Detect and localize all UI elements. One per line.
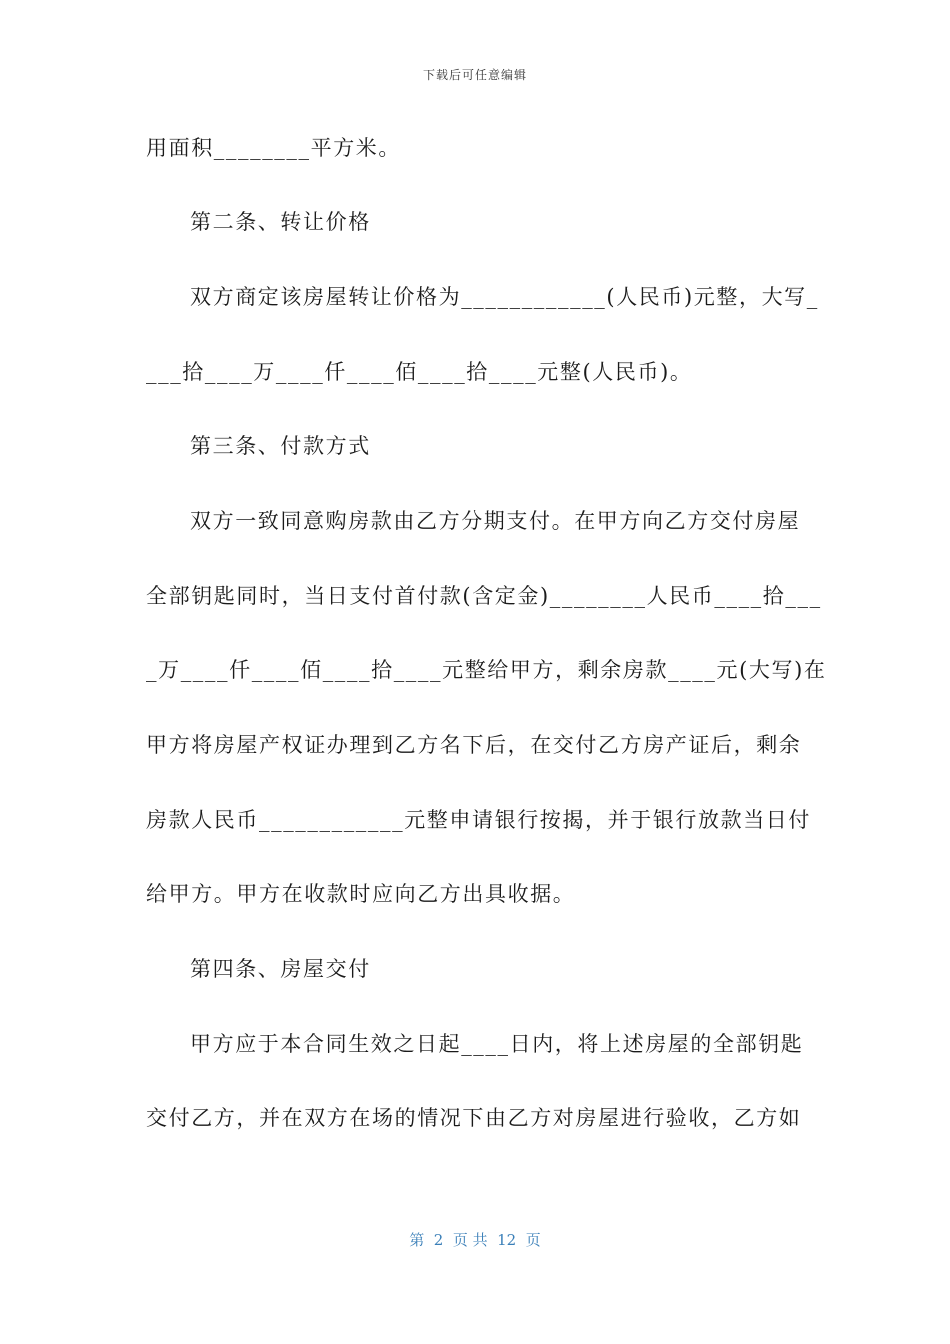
section-heading: 第四条、房屋交付: [190, 957, 371, 981]
section-heading: 第三条、付款方式: [190, 434, 371, 458]
paragraph-line: 用面积________平方米。: [146, 136, 401, 160]
page-number: 第 2 页 共 12 页: [409, 1231, 541, 1249]
paragraph-line: _万____仟____佰____拾____元整给甲方，剩余房款____元(大写)在: [146, 658, 827, 682]
page-header-note: 下载后可任意编辑: [422, 68, 527, 82]
section-heading: 第二条、转让价格: [190, 210, 371, 234]
paragraph-line: 给甲方。甲方在收款时应向乙方出具收据。: [146, 882, 576, 906]
paragraph-line: 甲方将房屋产权证办理到乙方名下后，在交付乙方房产证后，剩余: [146, 733, 802, 757]
paragraph-line: 甲方应于本合同生效之日起____日内，将上述房屋的全部钥匙: [190, 1032, 804, 1056]
paragraph-line: 交付乙方，并在双方在场的情况下由乙方对房屋进行验收，乙方如: [146, 1106, 802, 1130]
paragraph-line: 双方商定该房屋转让价格为____________(人民币)元整，大写_: [190, 285, 819, 309]
paragraph-line: ___拾____万____仟____佰____拾____元整(人民币)。: [146, 360, 693, 384]
paragraph-line: 全部钥匙同时，当日支付首付款(含定金)________人民币____拾___: [146, 584, 822, 608]
paragraph-line: 双方一致同意购房款由乙方分期支付。在甲方向乙方交付房屋: [190, 509, 801, 533]
paragraph-line: 房款人民币____________元整申请银行按揭，并于银行放款当日付: [146, 808, 811, 832]
